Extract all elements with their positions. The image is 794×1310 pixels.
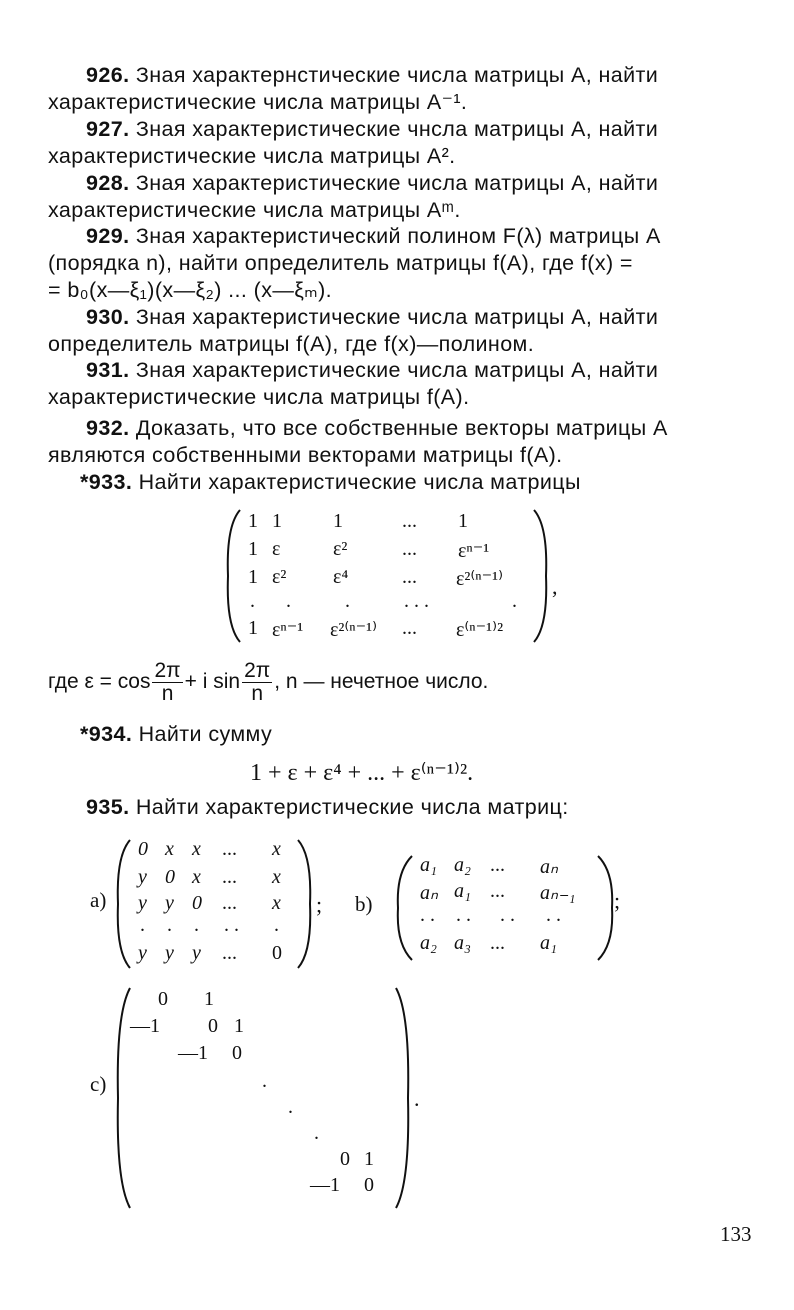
matrix-cell: aₙ <box>420 882 438 904</box>
matrix-cell: y <box>138 866 147 888</box>
problem-934 <box>48 721 748 748</box>
matrix-cell: a₂ <box>454 854 471 876</box>
matrix-cell: . <box>274 914 279 936</box>
problem-935 <box>48 794 748 821</box>
sum-formula: 1 + ε + ε⁴ + ... + ε⁽ⁿ⁻¹⁾². <box>250 760 474 786</box>
problem-text: Зная характеристические числа матрицы A, найти <box>135 171 659 195</box>
epsilon-mid: + i sin <box>184 670 241 694</box>
problem-text: определитель матрицы f(A), где f(x)—полином. <box>48 332 535 356</box>
matrix-cell: . . <box>224 914 239 936</box>
matrix-trailing-semicolon: ; <box>614 888 621 913</box>
right-paren <box>390 984 414 1212</box>
matrix-cell: ... <box>222 942 237 964</box>
matrix-cell: 1 <box>333 510 343 532</box>
problem-929 <box>48 223 748 304</box>
matrix-label: a) <box>90 888 107 912</box>
matrix-cell: y <box>192 942 201 964</box>
diagonal-dot: . <box>262 1070 267 1092</box>
problem-number: 930. <box>86 305 130 329</box>
fraction <box>242 660 272 705</box>
problem-931 <box>48 357 748 411</box>
problem-number: 935. <box>86 795 130 819</box>
epsilon-definition <box>48 660 488 705</box>
matrix-trailing-comma: , <box>552 574 558 599</box>
page-number: 133 <box>720 1222 752 1246</box>
matrix-cell: ε²⁽ⁿ⁻¹⁾ <box>456 568 504 590</box>
matrix-cell: ... <box>490 880 505 902</box>
matrix-cell: . . <box>500 904 515 926</box>
matrix-cell: a₂ <box>420 932 437 954</box>
matrix-cell: —1 <box>178 1042 208 1064</box>
matrix-cell: ... <box>402 566 417 588</box>
matrix-cell: a₁ <box>420 854 437 876</box>
problem-number: *934. <box>80 722 133 746</box>
problem-927 <box>48 116 748 170</box>
problem-text: Найти характеристические числа матрицы <box>138 470 581 494</box>
problem-text: (порядка n), найти определитель матрицы f(A), где f(x) = <box>48 251 633 275</box>
matrix-cell: . <box>512 590 517 612</box>
matrix-cell: 1 <box>364 1148 374 1170</box>
matrix-cell: . <box>250 590 255 612</box>
denominator: n <box>251 682 264 705</box>
matrix-cell: 1 <box>248 510 258 532</box>
right-paren <box>292 836 316 972</box>
problem-number: 929. <box>86 224 130 248</box>
problem-text: Доказать, что все собственные векторы матрицы A <box>135 416 668 440</box>
matrix-cell: . . <box>456 904 471 926</box>
matrix-cell: 1 <box>234 1015 244 1037</box>
problem-930 <box>48 304 748 358</box>
right-paren <box>528 506 552 646</box>
matrix-cell: 0 <box>158 988 168 1010</box>
matrix-cell: y <box>138 892 147 914</box>
matrix-cell: . <box>345 590 350 612</box>
matrix-cell: 0 <box>272 942 282 964</box>
left-paren <box>222 506 246 646</box>
matrix-cell: ... <box>402 538 417 560</box>
problem-number: 928. <box>86 171 130 195</box>
matrix-trailing-semicolon: ; <box>316 892 323 917</box>
matrix-cell: 0 <box>192 892 202 914</box>
matrix-cell: x <box>192 838 201 860</box>
problem-formula: = b₀(x—ξ₁)(x—ξ₂) ... (x—ξₘ). <box>48 278 333 302</box>
matrix-cell: 1 <box>248 617 258 639</box>
matrix-cell: . <box>167 914 172 936</box>
matrix-cell: ... <box>490 854 505 876</box>
problem-text: характеристические числа матрицы Aᵐ. <box>48 198 461 222</box>
matrix-cell: x <box>272 892 281 914</box>
numerator: 2π <box>154 659 181 682</box>
matrix-cell: . <box>140 914 145 936</box>
epsilon-prefix: где ε = cos <box>48 670 151 694</box>
matrix-cell: ε⁴ <box>333 566 349 588</box>
matrix-cell: x <box>272 838 281 860</box>
matrix-cell: ε² <box>272 566 287 588</box>
matrix-cell: . <box>194 914 199 936</box>
matrix-cell: x <box>192 866 201 888</box>
problem-text: характеристические числа матрицы f(A). <box>48 385 470 409</box>
fraction <box>152 660 182 705</box>
problem-926 <box>48 62 748 116</box>
problem-text: Зная характернстические числа матрицы A, найти <box>135 63 659 87</box>
problem-text: являются собственными векторами матрицы f(A). <box>48 443 563 467</box>
matrix-cell: a₃ <box>454 932 471 954</box>
matrix-cell: aₙ <box>540 856 558 878</box>
left-paren <box>112 836 136 972</box>
numerator: 2π <box>244 659 271 682</box>
matrix-trailing-period: . <box>414 1086 420 1111</box>
problem-number: 926. <box>86 63 130 87</box>
problem-number: 932. <box>86 416 130 440</box>
matrix-cell: ... <box>402 510 417 532</box>
matrix-cell: 1 <box>272 510 282 532</box>
matrix-cell: ε² <box>333 538 348 560</box>
problem-928 <box>48 170 748 224</box>
matrix-cell: 0 <box>232 1042 242 1064</box>
diagonal-dot: . <box>288 1096 293 1118</box>
matrix-cell: aₙ₋₁ <box>540 882 576 904</box>
matrix-cell: 1 <box>248 538 258 560</box>
matrix-cell: ... <box>490 932 505 954</box>
denominator: n <box>161 682 174 705</box>
matrix-cell: 1 <box>204 988 214 1010</box>
matrix-label: b) <box>355 892 373 916</box>
matrix-cell: . <box>286 590 291 612</box>
problem-text: Зная характеристический полином F(λ) матрицы A <box>135 224 661 248</box>
problem-text: Зная характеристические числа матрицы A, найти <box>135 358 659 382</box>
matrix-cell: 1 <box>248 566 258 588</box>
matrix-cell: 0 <box>138 838 148 860</box>
matrix-cell: a₁ <box>540 932 557 954</box>
matrix-cell: ... <box>222 892 237 914</box>
problem-text: Зная характеристические числа матрицы A, найти <box>135 305 659 329</box>
matrix-cell: 0 <box>364 1174 374 1196</box>
matrix-cell: —1 <box>310 1174 340 1196</box>
problem-number: *933. <box>80 470 133 494</box>
matrix-cell: ... <box>222 838 237 860</box>
problem-text: характеристические числа матрицы A². <box>48 144 456 168</box>
matrix-cell: εⁿ⁻¹ <box>272 619 304 641</box>
diagonal-dot: . <box>314 1122 319 1144</box>
matrix-cell: —1 <box>130 1015 160 1037</box>
matrix-cell: . . . <box>404 590 429 612</box>
matrix-cell: a₁ <box>454 880 471 902</box>
matrix-cell: . . <box>420 904 435 926</box>
matrix-cell: 0 <box>165 866 175 888</box>
matrix-cell: y <box>165 942 174 964</box>
matrix-cell: y <box>165 892 174 914</box>
problem-text: Зная характеристические чнсла матрицы A, найти <box>135 117 659 141</box>
matrix-cell: εⁿ⁻¹ <box>458 540 490 562</box>
epsilon-suffix: , n — нечетное число. <box>274 670 489 694</box>
problem-text: характеристические числа матрицы A⁻¹. <box>48 90 468 114</box>
problem-932 <box>48 415 748 469</box>
matrix-cell: 0 <box>208 1015 218 1037</box>
matrix-cell: ε⁽ⁿ⁻¹⁾² <box>456 619 504 641</box>
problem-number: 931. <box>86 358 130 382</box>
matrix-cell: x <box>165 838 174 860</box>
problem-text: Найти характеристические числа матриц: <box>135 795 569 819</box>
matrix-cell: . . <box>546 904 561 926</box>
left-paren <box>392 852 418 964</box>
problem-number: 927. <box>86 117 130 141</box>
matrix-cell: ... <box>402 617 417 639</box>
matrix-cell: ε <box>272 538 281 560</box>
matrix-cell: y <box>138 942 147 964</box>
matrix-cell: x <box>272 866 281 888</box>
problem-933 <box>48 469 748 496</box>
matrix-cell: ... <box>222 866 237 888</box>
matrix-cell: ε²⁽ⁿ⁻¹⁾ <box>330 619 378 641</box>
matrix-cell: 0 <box>340 1148 350 1170</box>
problem-text: Найти сумму <box>138 722 273 746</box>
matrix-cell: 1 <box>458 510 468 532</box>
matrix-label: c) <box>90 1072 107 1096</box>
